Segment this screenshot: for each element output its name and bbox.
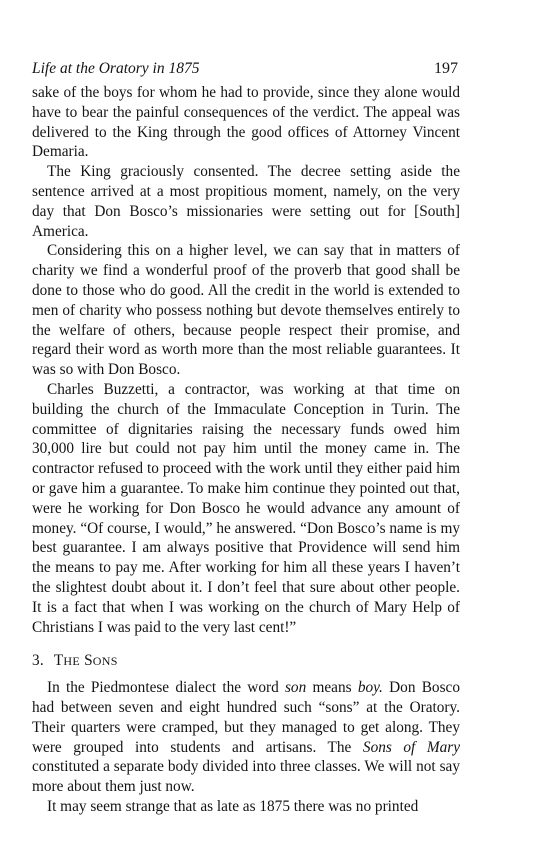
italic-term: boy. [357,679,383,697]
paragraph-4: Charles Buzzetti, a contractor, was working at that time on building the church of the Immaculate Conception in Turin. The committee of dignitaries raising the necessary funds owed him 30,000 lire but could not pay him until the money came in. The contractor refused to proceed with the work until they either paid him or gave him a guarantee. To make him continue they pointed out that, were he working for Don Bosco he would advance any amount of money. “Of course, I would,” he answered. “Don Bosco’s name is my best guarantee. I am always positive that Providence will send him the means to pay me. After working for him all these years I haven’t the slightest doubt about it. I don’t feel that sure about other people. It is a fact that when I was working on the church of Mary Help of Christians I was paid to the very last cent!” [32,380,460,636]
section-title-initial: S [84,652,93,670]
paragraph-5 [32,678,460,797]
section-number: 3. [32,652,44,670]
running-head [32,60,460,78]
section-title-part: ONS [92,654,118,669]
book-page [32,60,460,817]
paragraph-2: The King graciously consented. The decree setting aside the sentence arrived at a most propitious moment, namely, on the very day that Don Bosco’s missionaries were setting out for [South] America. [32,163,460,240]
text-run: In the Piedmontese dialect the word [47,679,285,697]
paragraph-6: It may seem strange that as late as 1875 there was no printed [47,797,419,815]
text-run: means [306,679,358,697]
section-title-part: HE [63,654,81,669]
paragraph-1: sake of the boys for whom he had to provide, since they alone would have to bear the painful consequences of the verdict. The appeal was delivered to the King through the good offices of Attorney Vincent Demaria. [32,84,460,161]
page-number: 197 [434,60,458,77]
text-run: Don Bosco had between seven and eight hundred such “sons” at the Oratory. Their quarters were cramped, but they managed to get along. They were grouped into students and artisans. The [32,679,460,756]
running-title: Life at the Oratory in 1875 [32,60,200,77]
section-title-initial: T [53,652,64,670]
italic-term: Sons of Mary [362,738,460,756]
italic-term: son [284,679,307,697]
section-heading [32,651,460,672]
text-run: constituted a separate body divided into three classes. We will not say more about them just now. [32,758,460,796]
paragraph-3: Considering this on a higher level, we can say that in matters of charity we find a wonderful proof of the proverb that good shall be done to those who do good. All the credit in the world is extended to men of charity who possess nothing but devote themselves entirely to the welfare of others, because people respect their promise, and regard their word as worth more than the most reliable guarantees. It was so with Don Bosco. [32,242,460,379]
